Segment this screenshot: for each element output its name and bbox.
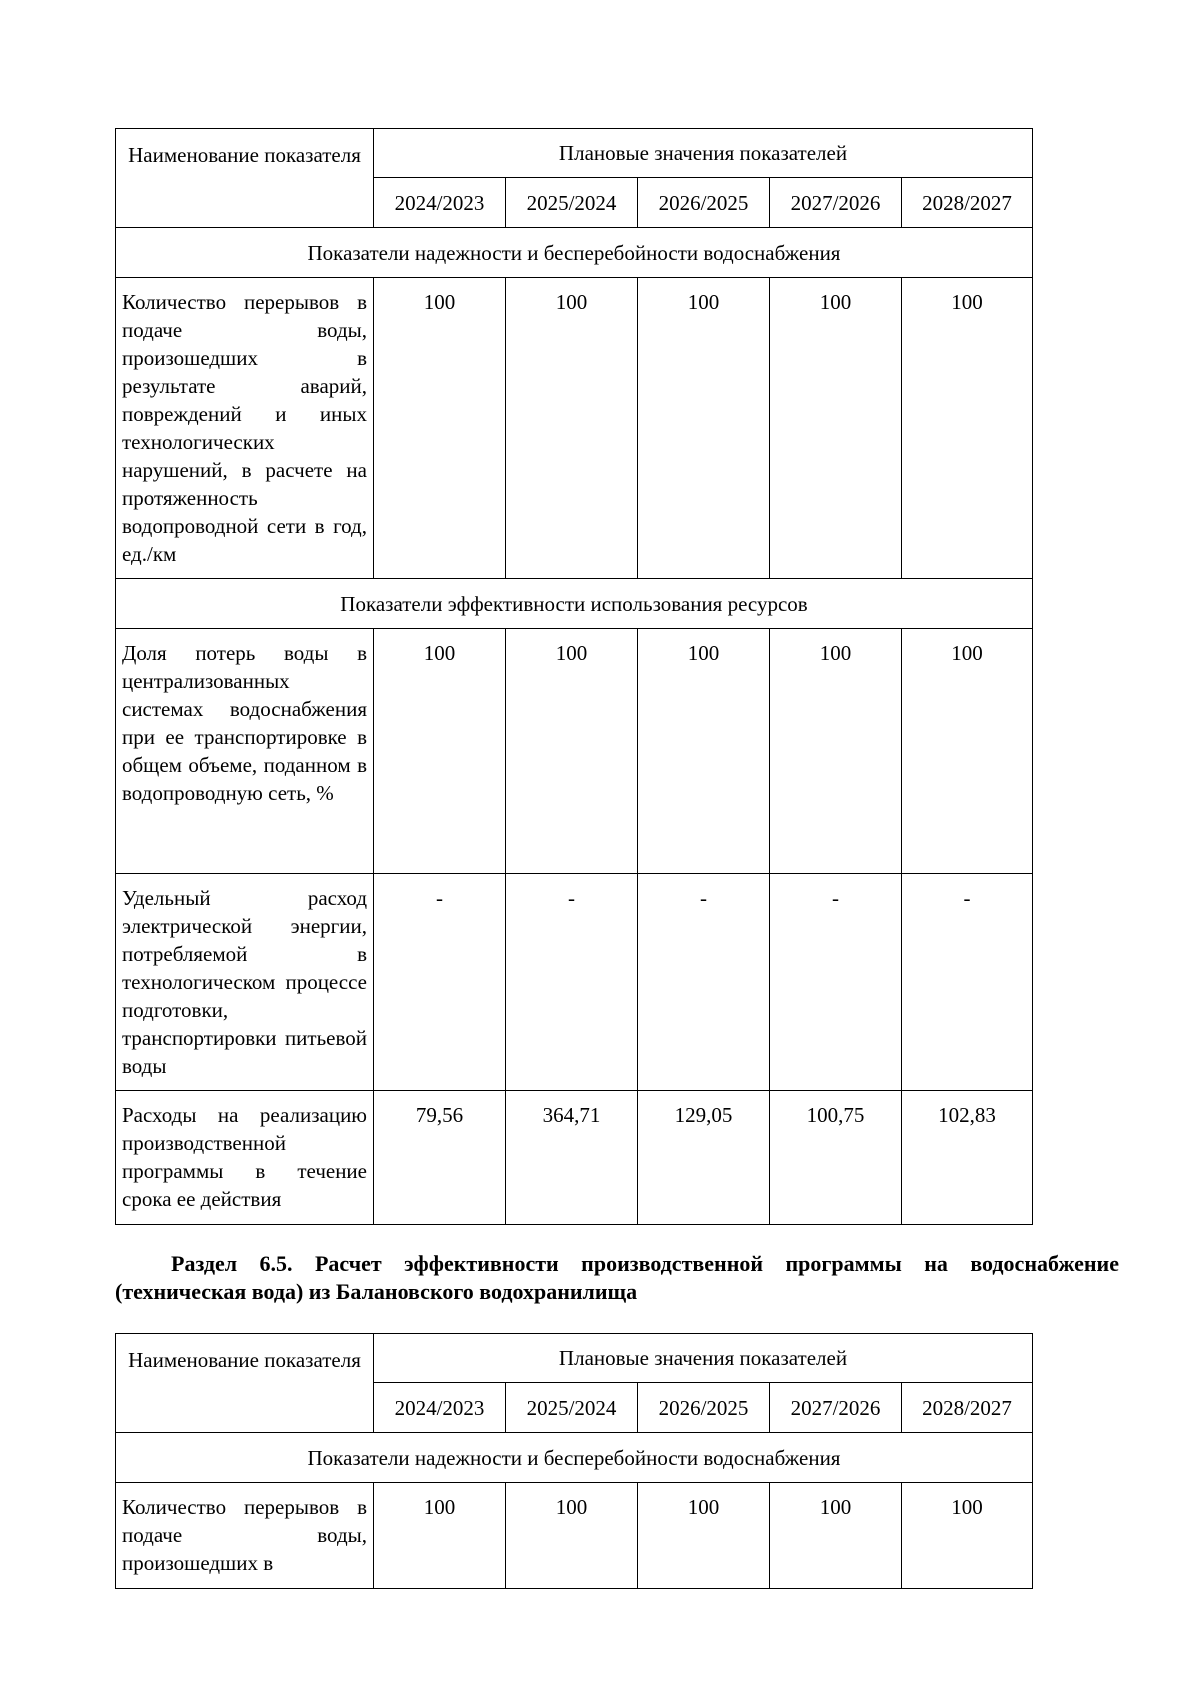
year-header: 2026/2025 bbox=[638, 178, 770, 228]
section-row-reliability: Показатели надежности и бесперебойности водоснабжения bbox=[116, 1433, 1033, 1483]
value-cell: 100 bbox=[638, 1483, 770, 1589]
value-cell: 100 bbox=[506, 278, 638, 579]
value-cell: - bbox=[374, 874, 506, 1091]
value-cell: 100 bbox=[770, 278, 902, 579]
indicator-name-header: Наименование показателя bbox=[116, 129, 374, 228]
value-cell: 100 bbox=[374, 278, 506, 579]
year-header: 2026/2025 bbox=[638, 1383, 770, 1433]
planned-values-header: Плановые значения показателей bbox=[374, 129, 1033, 178]
value-cell: 129,05 bbox=[638, 1091, 770, 1225]
row-costs-name: Расходы на реализацию производственной программы в течение срока ее действия bbox=[116, 1091, 374, 1225]
year-header: 2028/2027 bbox=[902, 178, 1033, 228]
row-interruptions-name: Количество перерывов в подаче воды, произошедших в результате аварий, повреждений и иных технологических нарушений, в расчете на протяженность водопроводной сети в год, ед./км bbox=[116, 278, 374, 579]
value-cell: 100 bbox=[770, 629, 902, 874]
year-header: 2027/2026 bbox=[770, 178, 902, 228]
value-cell: - bbox=[638, 874, 770, 1091]
section-row-reliability: Показатели надежности и бесперебойности водоснабжения bbox=[116, 228, 1033, 278]
value-cell: 100 bbox=[638, 629, 770, 874]
value-cell: - bbox=[506, 874, 638, 1091]
value-cell: 100 bbox=[902, 278, 1033, 579]
indicators-table-1 bbox=[115, 128, 1033, 1225]
year-header: 2028/2027 bbox=[902, 1383, 1033, 1433]
indicator-name-header: Наименование показателя bbox=[116, 1334, 374, 1433]
value-cell: 100 bbox=[770, 1483, 902, 1589]
year-header: 2025/2024 bbox=[506, 1383, 638, 1433]
value-cell: 102,83 bbox=[902, 1091, 1033, 1225]
section-heading: Раздел 6.5. Расчет эффективности производственной программы на водоснабжение (техническая вода) из Балановского водохранилища bbox=[115, 1251, 1119, 1304]
value-cell: 79,56 bbox=[374, 1091, 506, 1225]
value-cell: 100 bbox=[374, 1483, 506, 1589]
value-cell: 100 bbox=[902, 629, 1033, 874]
value-cell: 100 bbox=[506, 1483, 638, 1589]
value-cell: 100 bbox=[374, 629, 506, 874]
year-header: 2027/2026 bbox=[770, 1383, 902, 1433]
value-cell: 364,71 bbox=[506, 1091, 638, 1225]
planned-values-header: Плановые значения показателей bbox=[374, 1334, 1033, 1383]
value-cell: 100 bbox=[902, 1483, 1033, 1589]
value-cell: 100 bbox=[638, 278, 770, 579]
value-cell: - bbox=[902, 874, 1033, 1091]
year-header: 2024/2023 bbox=[374, 178, 506, 228]
year-header: 2024/2023 bbox=[374, 1383, 506, 1433]
value-cell: 100,75 bbox=[770, 1091, 902, 1225]
section-row-efficiency: Показатели эффективности использования ресурсов bbox=[116, 579, 1033, 629]
indicators-table-2 bbox=[115, 1333, 1033, 1589]
row-energy-name: Удельный расход электрической энергии, потребляемой в технологическом процессе подготовки, транспортировки питьевой воды bbox=[116, 874, 374, 1091]
row-interruptions-name: Количество перерывов в подаче воды, произошедших в bbox=[116, 1483, 374, 1589]
row-losses-name: Доля потерь воды в централизованных системах водоснабжения при ее транспортировке в общем объеме, поданном в водопроводную сеть, % bbox=[116, 629, 374, 874]
year-header: 2025/2024 bbox=[506, 178, 638, 228]
value-cell: 100 bbox=[506, 629, 638, 874]
value-cell: - bbox=[770, 874, 902, 1091]
